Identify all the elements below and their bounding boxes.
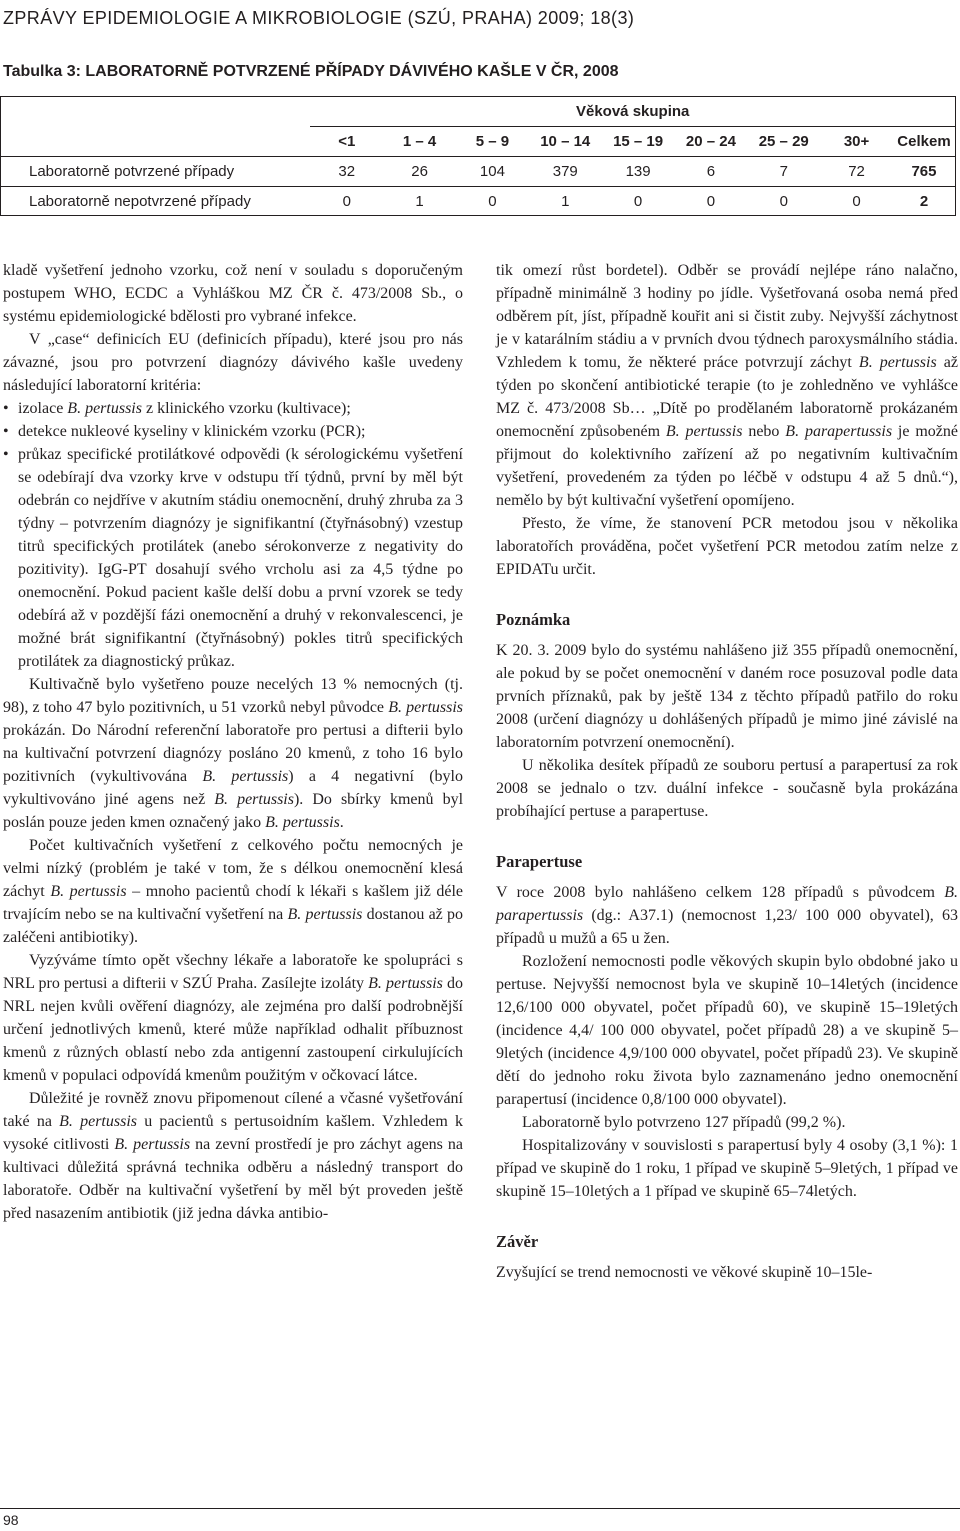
table-cell: 72 [820,157,893,187]
footer-rule [0,1508,960,1509]
section-heading-note: Poznámka [496,610,571,629]
table-cell: 0 [706,193,716,210]
table-cell: 6 [675,157,748,187]
paragraph: Počet kultivačních vyšetření z celkového počtu nemocných je velmi nízký (problém je také v tom, že s délkou onemocnění klesá záchyt B. pertussis – mnoho pacientů chodí k lékaři s kašlem již déle trvajícím nebo se na kultivační vyšetření na B. pertussis dostanou až po zaléčeni antibiotiky). [3,837,464,946]
row-label: Laboratorně potvrzené případy [1,157,310,187]
table-cell: 32 [310,157,383,187]
table-cell: 7 [747,157,820,187]
paragraph: U několika desítek případů ze souboru pertusí a parapertusí za rok 2008 se jednalo o tzv. duální infekce - současně byla prokázána probíhající pertuse a parapertuse. [496,757,958,820]
table-caption: Tabulka 3: LABORATORNĚ POTVRZENÉ PŘÍPADY DÁVIVÉHO KAŠLE V ČR, 2008 [3,63,619,80]
column-header: 5 – 9 [456,127,529,157]
paragraph: V „case“ definicích EU (definicích případu), které jsou pro nás závazné, jsou pro potvrzení diagnózy dávivého kašle uvedeny následující laboratorní kritéria: [3,331,463,394]
table-cell-total: 2 [919,193,929,210]
column-header: 15 – 19 [602,127,675,157]
age-group-header: Věková skupina [310,97,955,127]
row-label: Laboratorně nepotvrzené případy [29,193,251,210]
table-cell: 104 [456,157,529,187]
table-cell: 1 [415,193,424,210]
running-header: ZPRÁVY EPIDEMIOLOGIE A MIKROBIOLOGIE (SZÚ, PRAHA) 2009; 18(3) [3,8,635,28]
list-item: • detekce nukleové kyseliny v klinickém vzorku (PCR); [3,420,463,443]
table-cell: 139 [602,157,675,187]
paragraph: Hospitalizovány v souvislosti s parapertusí byly 4 osoby (3,1 %): 1 případ ve skupině do 1 roku, 1 případ ve skupině 5–9letých, 1 případ ve skupině 15–10letých a 1 případ ve skupině 65–74letých. [496,1137,958,1200]
cases-table [0,96,956,216]
paragraph: kladě vyšetření jednoho vzorku, což není v souladu s doporučeným postupem WHO, ECDC a Vyhláškou MZ ČR č. 473/2008 Sb., o systému epidemiologické bdělosti pro vybrané infekce. [3,262,463,325]
paragraph: Zvyšující se trend nemocnosti ve věkové skupině 10–15le- [496,1264,873,1281]
paragraph: Vyzýváme tímto opět všechny lékaře a laboratoře ke spolupráci s NRL pro pertusi a difterii v SZÚ Praha. Zasílejte izoláty B. pertussis do NRL nejen kvůli ověření diagnózy, ale zejména pro další podrobnější určení jednotlivých kmenů, které může například odhalit příbuznost kmenů z různých oblastí nebo zda antigenní zastoupení cirkulujících kmenů v populaci odpovídá kmenům použitým v očkovací látce. [3,952,463,1084]
column-header-total: Celkem [893,127,955,157]
table-cell: 26 [383,157,456,187]
column-header: <1 [310,127,383,157]
column-header: 30+ [820,127,893,157]
list-item: • izolace B. pertussis z klinického vzorku (kultivace); [3,397,463,420]
column-header: 25 – 29 [747,127,820,157]
table-cell: 0 [852,193,861,210]
list-item: • průkaz specifické protilátkové odpovědi (k sérologickému vyšetření se odebírají dva vzorky krve v odstupu tří týdnů, první by měl být odebrán co nejdříve v akutním stádiu onemocnění, druhý zhruba za 3 týdny – potvrzením diagnózy je signifikantní (čtyřnásobný) vzestup titrů specifických protilátek (anebo sérokonverze z negativity do pozitivity). IgG-PT dosahují svého vrcholu asi za 4,5 týdne po onemocnění. Pokud pacient kašle delší dobu a první vzorek se tedy odebírá až v pozdější fázi onemocnění a druhý v rekonvalescenci, je možné brát signifikantní (čtyřnásobný) pokles titrů specifických protilátek za diagnostický průkaz. [3,443,463,673]
paragraph: Laboratorně bylo potvrzeno 127 případů (99,2 %). [522,1114,846,1131]
paragraph: Rozložení nemocnosti podle věkových skupin bylo obdobné jako u pertuse. Nejvyšší nemocnost byla ve skupině 10–14letých (incidence 12,6/100 000 obyvatel, počet případů 60), ve skupině 15–19letých (incidence 4,4/ 100 000 obyvatel, počet případů 28) a ve skupině 5–9letých (incidence 4,9/100 000 obyvatel, počet případů 23). Ve skupině dětí do jednoho roku života bylo zaznamenáno jedno onemocnění parapertusí (incidence 0,8/100 000 obyvatel). [496,953,958,1108]
table-cell: 379 [529,157,602,187]
section-heading-conclusion: Závěr [496,1232,539,1251]
table-cell: 0 [633,193,643,210]
column-header: 1 – 4 [383,127,456,157]
column-header: 10 – 14 [529,127,602,157]
table-corner [1,97,310,127]
table-corner [1,127,310,157]
table-cell: 0 [488,193,497,210]
paragraph: Kultivačně bylo vyšetřeno pouze necelých 13 % nemocných (tj. 98), z toho 47 bylo pozitivních, u 51 vzorků nebyl původce B. pertussis prokázán. Do Národní referenční laboratoře pro pertusi a difterii bylo na kultivační potvrzení diagnózy posláno 20 kmenů, z toho 16 bylo pozitivních (vykultivována B. pertussis) a 4 negativní (bylo vykultivováno jiné agens než B. pertussis). Do sbírky kmenů byl poslán pouze jeden kmen označený jako B. pertussis. [3,676,464,831]
left-column [3,259,463,1225]
right-column [496,259,958,1284]
table-row [1,187,955,217]
table-cell: 1 [561,193,570,210]
table-cell-total: 765 [893,157,955,187]
criteria-list [3,397,463,673]
paragraph: Důležité je rovněž znovu připomenout cílené a včasné vyšetřování také na B. pertussis u pacientů s pertusoidním kašlem. Vzhledem k vysoké citlivosti B. pertussis na zevní prostředí je pro záchyt agens na kultivaci důležitá správná technika odběru a následný transport do laboratoře. Odběr na kultivační vyšetření by měl být proveden ještě před nasazením antibiotik (již jedna dávka antibio- [3,1090,464,1222]
table-cell: 0 [342,193,351,210]
paragraph: Přesto, že víme, že stanovení PCR metodou jsou v několika laboratořích prováděna, počet vyšetření PCR metodou zatím nelze z EPIDATu určit. [496,515,958,578]
page-number: 98 [3,1512,19,1528]
table-row [1,157,955,187]
section-heading-parapertuse: Parapertuse [496,852,583,871]
column-header: 20 – 24 [675,127,748,157]
paragraph: tik omezí růst bordetel). Odběr se provádí nejlépe ráno nalačno, případně minimálně 3 hodiny po jídle. Vyšetřovaná osoba nemá před odběrem pít, jíst, případně kouřit ani si čistit zuby. Nejvyšší záchytnost je v katarálním stádiu a v prvních dvou týdnech paroxysmálního stádia. Vzhledem k tomu, že některé práce potvrzují záchyt B. pertussis až týden po skončení antibiotické terapie (to je zohledněno ve vyhlášce MZ č. 473/2008 Sb… „Dítě po prodělaném laboratorně prokázaném onemocnění způsobeném B. pertussis nebo B. parapertussis je možné přijmout do kolektivního zařízení až po negativním kultivačním vyšetření, provedeném za týden po léčbě v odstupu 4 až 5 dnů.“), nemělo by být kultivační vyšetření opomíjeno. [496,262,959,509]
paragraph: V roce 2008 bylo nahlášeno celkem 128 případů s původcem B. parapertussis (dg.: A37.1) (nemocnost 1,23/ 100 000 obyvatel), 63 případů u mužů a 65 u žen. [496,884,958,947]
paragraph: K 20. 3. 2009 bylo do systému nahlášeno již 355 případů onemocnění, ale pokud by se počet onemocnění v daném roce posuzoval podle data prvních příznaků, pak by ještě 134 z těchto případů patřilo do roku 2008 (určení diagnózy u dohlášených případů je mimo jiné závislé na laboratorním potvrzení onemocnění). [496,642,958,751]
table-cell: 0 [779,193,788,210]
